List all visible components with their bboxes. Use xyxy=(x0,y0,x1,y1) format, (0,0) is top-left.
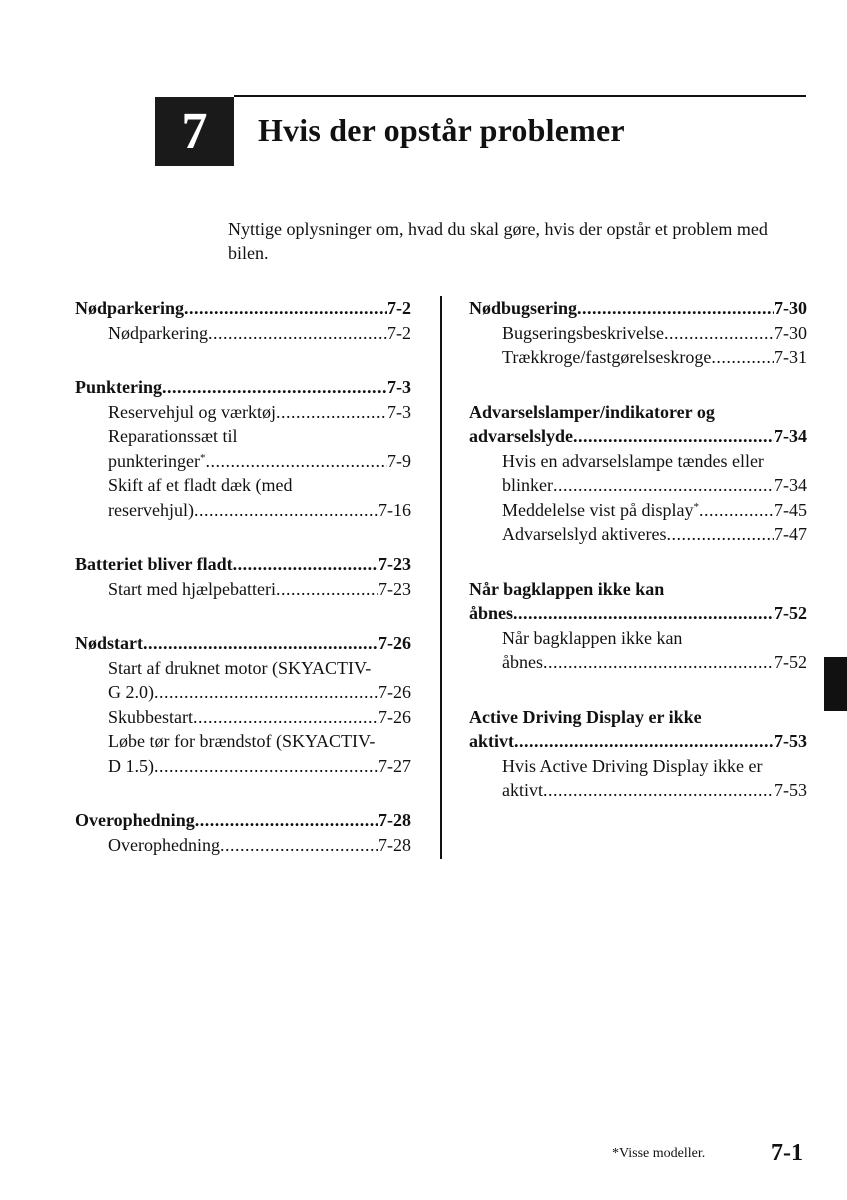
toc-left-column xyxy=(75,296,411,887)
toc-heading[interactable]: Nødparkering ..... 7-2 xyxy=(75,296,411,321)
chapter-number-box xyxy=(155,97,234,166)
toc-entry-line1[interactable]: Hvis Active Driving Display ikke er xyxy=(502,755,763,776)
toc-heading-line1[interactable]: Advarselslamper/indikatorer og xyxy=(469,401,715,422)
toc-entry[interactable]: Bugseringsbeskrivelse ..... 7-30 xyxy=(469,321,807,346)
footnote-text: *Visse modeller. xyxy=(612,1146,706,1161)
footnote-mark: * xyxy=(693,500,699,513)
toc-entry[interactable]: punkteringer* ..... 7-9 xyxy=(75,449,411,474)
toc-entry-line1[interactable]: Når bagklappen ikke kan xyxy=(502,627,683,648)
toc-heading-line1[interactable]: Active Driving Display er ikke xyxy=(469,706,702,727)
toc-entry[interactable]: Overophedning ..... 7-28 xyxy=(75,833,411,858)
toc-section-advarsel xyxy=(469,400,807,547)
chapter-side-tab xyxy=(824,657,847,711)
toc-heading[interactable]: Nødstart ..... 7-26 xyxy=(75,631,411,656)
toc-entry[interactable]: åbnes ..... 7-52 xyxy=(469,650,807,675)
toc-section-bagklappen xyxy=(469,577,807,675)
toc-entry[interactable]: D 1.5) ..... 7-27 xyxy=(75,754,411,779)
toc-section-display xyxy=(469,705,807,803)
toc-section-nodstart xyxy=(75,631,411,778)
toc-entry[interactable]: Reservehjul og værktøj ..... 7-3 xyxy=(75,400,411,425)
page-number: 7-1 xyxy=(771,1140,803,1166)
toc-section-nodbugsering xyxy=(469,296,807,370)
toc-heading-line1[interactable]: Når bagklappen ikke kan xyxy=(469,578,665,599)
toc-section-nodparkering xyxy=(75,296,411,345)
toc-heading[interactable]: åbnes ..... 7-52 xyxy=(469,601,807,626)
chapter-title: Hvis der opstår problemer xyxy=(258,112,625,148)
toc-heading[interactable]: Batteriet bliver fladt ..... 7-23 xyxy=(75,552,411,577)
toc-entry[interactable]: Start med hjælpebatteri ..... 7-23 xyxy=(75,577,411,602)
toc-entry-line1[interactable]: Start af druknet motor (SKYACTIV- xyxy=(108,657,372,678)
toc-entry[interactable]: G 2.0) ..... 7-26 xyxy=(75,680,411,705)
toc-entry[interactable]: Meddelelse vist på display* ..... 7-45 xyxy=(469,498,807,523)
footnote-mark: * xyxy=(199,451,206,464)
toc-entry-line1[interactable]: Skift af et fladt dæk (med xyxy=(108,475,293,495)
toc-entry-line1[interactable]: Reparationssæt til xyxy=(108,426,238,446)
toc-heading[interactable]: advarselslyde ..... 7-34 xyxy=(469,424,807,449)
toc-entry-line1[interactable]: Løbe tør for brændstof (SKYACTIV- xyxy=(108,731,376,751)
toc-section-punktering xyxy=(75,375,411,522)
toc-heading[interactable]: Overophedning ..... 7-28 xyxy=(75,808,411,833)
toc-heading[interactable]: aktivt ..... 7-53 xyxy=(469,729,807,754)
toc-section-batteri xyxy=(75,552,411,601)
chapter-number: 7 xyxy=(181,103,208,160)
toc-heading[interactable]: Punktering ..... 7-3 xyxy=(75,375,411,400)
toc-entry[interactable]: Skubbestart ..... 7-26 xyxy=(75,705,411,730)
toc-section-overophedning xyxy=(75,808,411,857)
toc-right-column xyxy=(469,296,807,833)
chapter-intro: Nyttige oplysninger om, hvad du skal gøre, hvis der opstår et problem med bilen. xyxy=(228,219,768,263)
toc-entry[interactable]: blinker ..... 7-34 xyxy=(469,473,807,498)
toc-entry[interactable]: reservehjul) ..... 7-16 xyxy=(75,498,411,523)
toc-entry[interactable]: Trækkroge/fastgørelseskroge ..... 7-31 xyxy=(469,345,807,370)
column-divider xyxy=(440,296,442,859)
toc-entry[interactable]: Nødparkering ..... 7-2 xyxy=(75,321,411,346)
toc-entry[interactable]: Advarselslyd aktiveres ..... 7-47 xyxy=(469,522,807,547)
toc-heading[interactable]: Nødbugsering ..... 7-30 xyxy=(469,296,807,321)
header-rule xyxy=(234,95,806,97)
toc-entry-line1[interactable]: Hvis en advarselslampe tændes eller xyxy=(502,450,764,471)
toc-entry[interactable]: aktivt ..... 7-53 xyxy=(469,778,807,803)
